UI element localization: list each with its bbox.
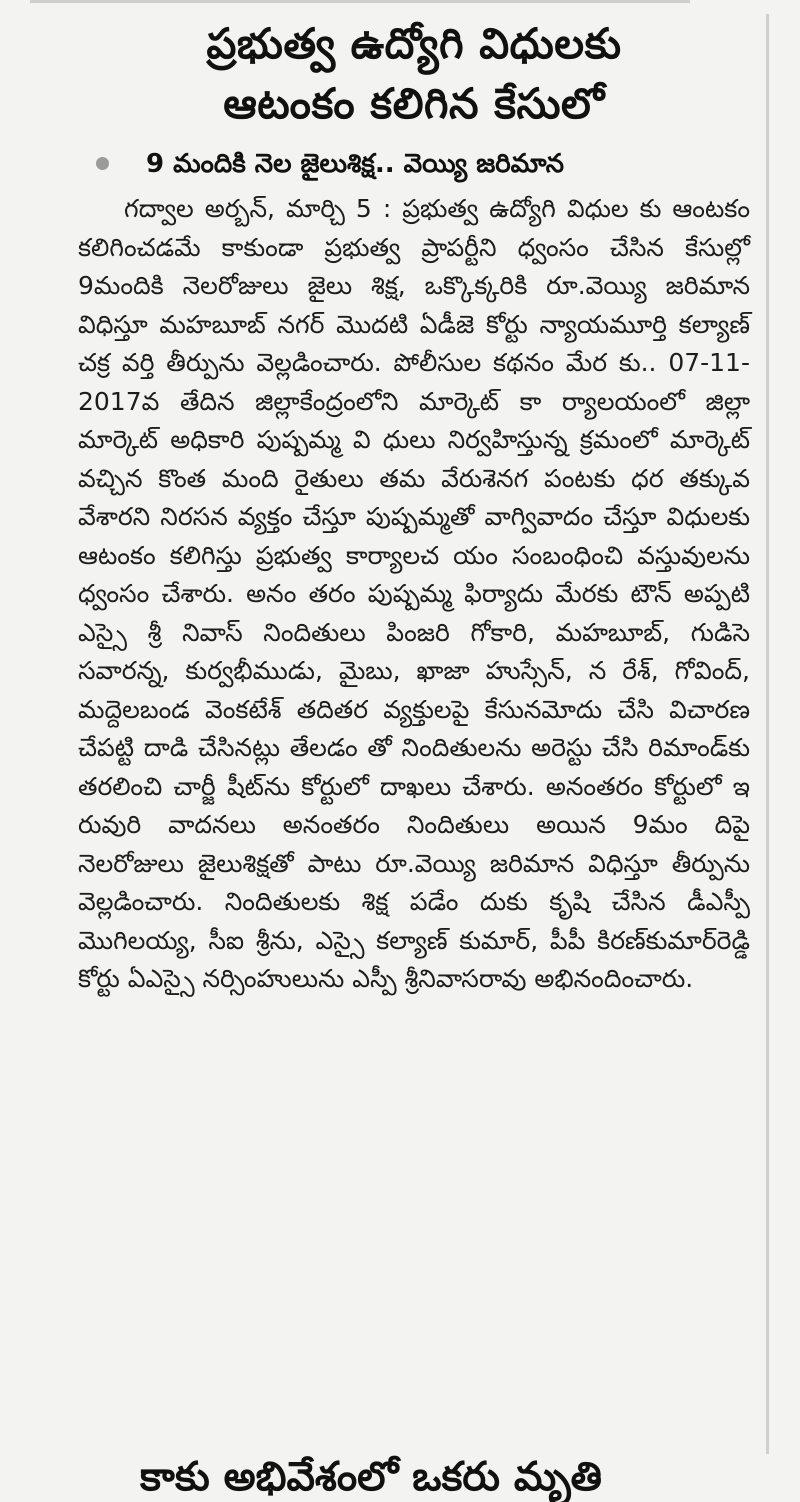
headline-line-1: ప్రభుత్వ ఉద్యోగి విధులకు <box>206 19 622 68</box>
headline-line-2: ఆటంకం కలిగిన కేసులో <box>223 79 605 128</box>
subheadline-text: 9 మందికి నెల జైలుశిక్ష.. వెయ్యి జరిమాన <box>146 149 564 179</box>
article-body: గద్వాల అర్బన్, మార్చి 5 : ప్రభుత్వ ఉద్యోగి విధుల కు ఆంటకం కలిగించడమే కాకుండా ప్రభుత్వ ప్రాపర్టీని ధ్వంసం చేసిన కేసుల్లో 9మందికి నెలరోజులు జైలు శిక్ష, ఒక్కొక్కరికి రూ.వెయ్యి జరిమాన విధిస్తూ మహబూబ్ నగర్ మొదటి ఏడీజె కోర్టు న్యాయమూర్తి కల్యాణ్ చక్ర వర్తి తీర్పును వెల్లడించారు. పోలీసుల కథనం మేర కు.. 07-11-2017వ తేదిన జిల్లాకేంద్రంలోని మార్కెట్ కా ర్యాలయంలో జిల్లా మార్కెట్ అధికారి పుష్పమ్మ వి ధులు నిర్వహిస్తున్న క్రమంలో మార్కెట్ వచ్చిన కొంత మంది రైతులు తమ వేరుశెనగ పంటకు ధర తక్కువ వేశారని నిరసన వ్యక్తం చేస్తూ పుష్పమ్మతో వాగ్వివాదం చేస్తూ విధులకు ఆటంకం కలిగిస్తు ప్రభుత్వ కార్యాలచ యం సంబంధించి వస్తువులను ధ్వంసం చేశారు. అనం తరం పుష్పమ్మ ఫిర్యాదు మేరకు టౌన్ అప్పటి ఎస్సై శ్రీ నివాస్ నిందితులు పింజరి గోకారి, మహబూబ్, గుడిసె సవారన్న, కుర్వభీముడు, మైబు, ఖాజా హుస్సేన్, న రేశ్, గోవింద్, మద్దెలబండ వెంకటేశ్ తదితర వ్యక్తులపై కేసునమోదు చేసి విచారణ చేపట్టి దాడి చేసినట్లు తేలడం తో నిందితులను అరెస్టు చేసి రిమాండ్‌కు తరలించి చార్జీ షీట్‌ను కోర్టులో దాఖలు చేశారు. అనంతరం కోర్టులో ఇ రువురి వాదనలు అనంతరం నిందితులు అయిన 9మం దిపై నెలరోజులు జైలుశిక్షతో పాటు రూ.వెయ్యి జరిమాన విధిస్తూ తీర్పును వెల్లడించారు. నిందితులకు శిక్ష పడేం దుకు కృషి చేసిన డీఎస్పీ మొగిలయ్య, సీఐ శ్రీను, ఎస్సై కల్యాణ్ కుమార్, పీపీ కిరణ్‌కుమార్‌రెడ్డి కోర్టు ఏఎస్సై నర్సింహులును ఎస్పీ శ్రీనివాసరావు అభినందించారు. <box>78 194 750 993</box>
next-article-headline: కాకు అభివేశంలో ఒకరు మృతి <box>140 1454 602 1500</box>
article-subheadline <box>78 144 750 184</box>
article-headline <box>78 14 750 134</box>
right-column-rule <box>766 14 769 1454</box>
bullet-icon <box>96 157 109 170</box>
top-column-rule <box>30 0 690 3</box>
news-article <box>78 14 750 999</box>
